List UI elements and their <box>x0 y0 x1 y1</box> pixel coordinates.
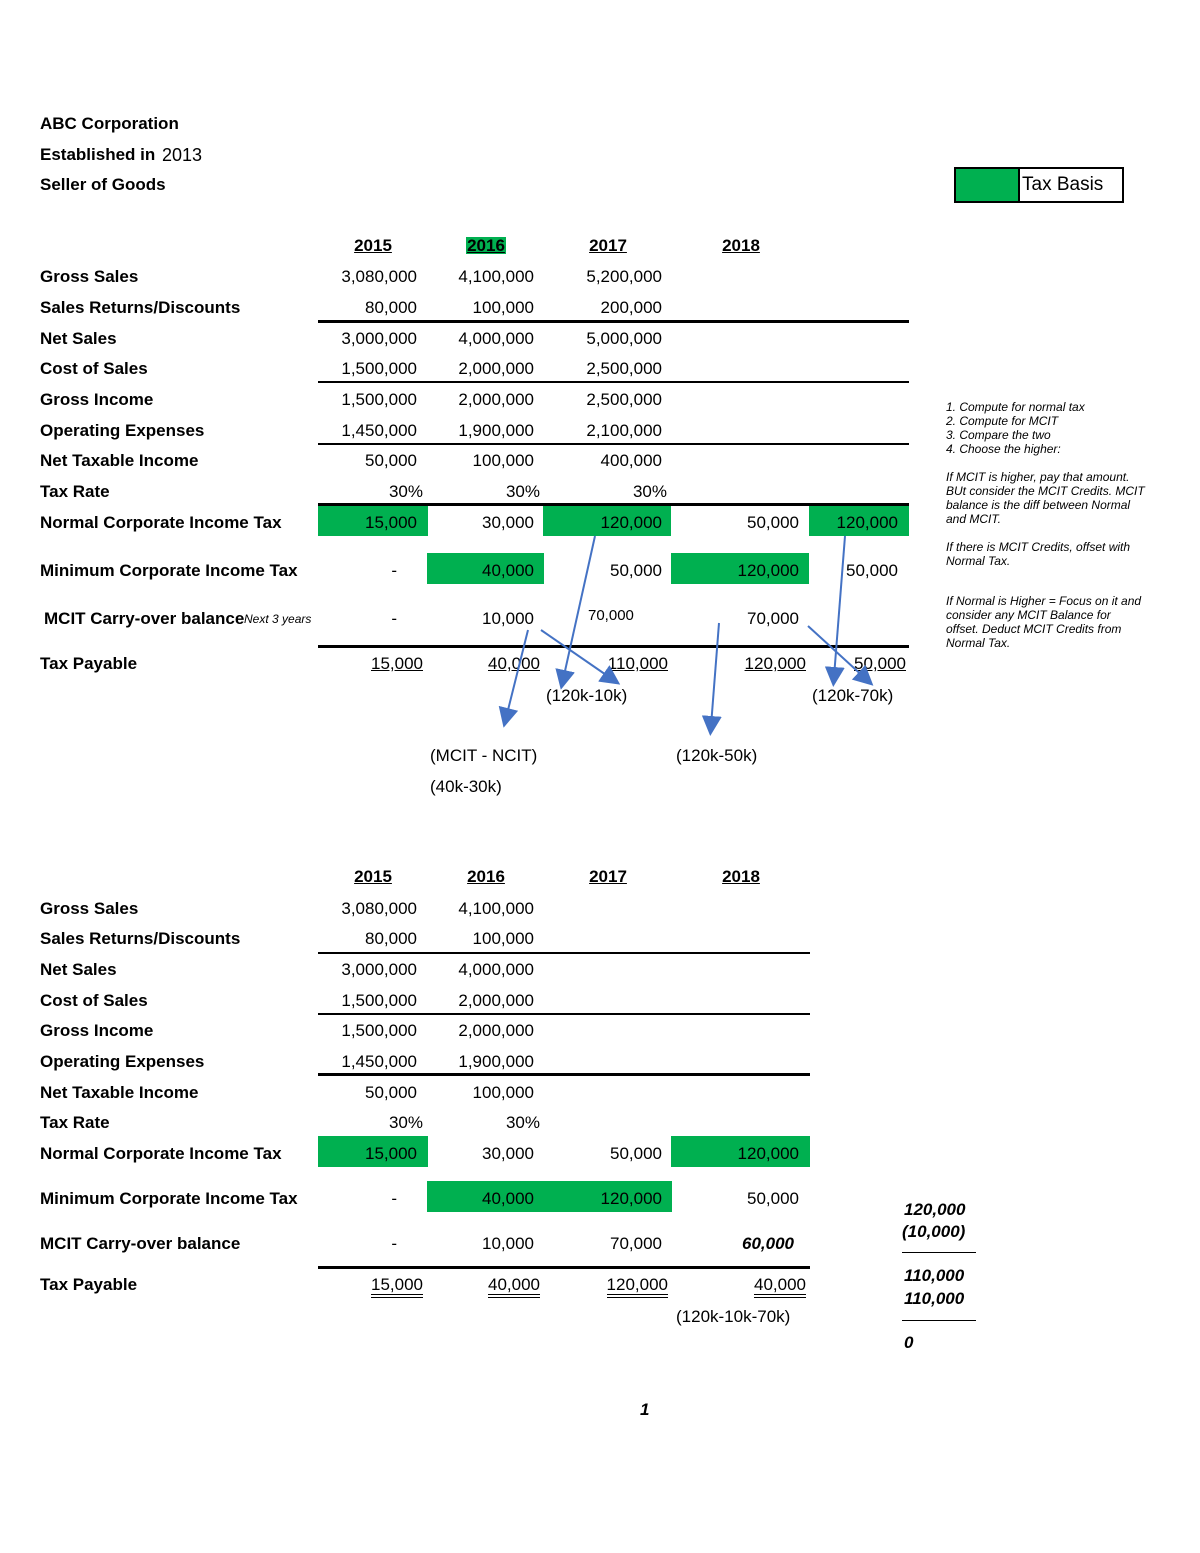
cell: 2,000,000 <box>458 1021 534 1040</box>
established-label: Established in <box>40 145 156 164</box>
row-label: Normal Corporate Income Tax <box>40 513 282 532</box>
cell: 15,000 <box>365 513 417 532</box>
cell: 2,000,000 <box>458 359 534 378</box>
cell: 5,200,000 <box>586 267 662 286</box>
rule <box>902 1252 976 1253</box>
year-header: 2015 <box>354 236 392 255</box>
cell: 40,000 <box>488 1275 540 1298</box>
cell: 1,900,000 <box>458 1052 534 1071</box>
page-number: 1 <box>640 1400 650 1419</box>
cell: 50,000 <box>365 1083 417 1102</box>
company-name: ABC Corporation <box>40 114 179 133</box>
cell: 40,000 <box>754 1275 806 1298</box>
cell: 50,000 <box>610 1144 662 1163</box>
cell: 2,100,000 <box>586 421 662 440</box>
year-header: 2016 <box>467 236 505 255</box>
cell: 30% <box>388 1113 423 1132</box>
cell: 50,000 <box>747 513 799 532</box>
cell: 30,000 <box>482 513 534 532</box>
cell: 2,000,000 <box>458 390 534 409</box>
row-label: Gross Sales <box>40 267 139 286</box>
year-header: 2016 <box>467 867 505 886</box>
cell: 15,000 <box>371 654 423 673</box>
cell: 40,000 <box>482 1189 534 1208</box>
row-label: Cost of Sales <box>40 991 148 1010</box>
established-year: 2013 <box>162 145 203 165</box>
cell: 4,000,000 <box>458 960 534 979</box>
rule <box>318 952 810 954</box>
row-label: Tax Rate <box>40 482 110 501</box>
cell: 30% <box>632 482 667 501</box>
cell: 1,500,000 <box>341 991 417 1010</box>
instructions <box>946 400 1146 650</box>
cell: 70,000 <box>588 607 634 624</box>
row-note: Next 3 years <box>244 612 312 626</box>
cell: 120,000 <box>737 1144 799 1163</box>
row-label: Tax Payable <box>40 1275 138 1294</box>
cell: - <box>391 609 397 628</box>
row-label: Cost of Sales <box>40 359 148 378</box>
cell: 3,000,000 <box>341 329 417 348</box>
instruction-step: 4. Choose the higher: <box>946 442 1061 456</box>
cell: 50,000 <box>854 654 906 673</box>
instruction-step: 3. Compare the two <box>946 428 1051 442</box>
cell: 15,000 <box>365 1144 417 1163</box>
side-calc-value: 0 <box>904 1333 914 1352</box>
cell: 15,000 <box>371 1275 423 1298</box>
cell: 2,000,000 <box>458 991 534 1010</box>
annotation: (120k-50k) <box>676 746 758 765</box>
cell: 40,000 <box>488 654 540 673</box>
annotation: (40k-30k) <box>430 777 502 796</box>
row-label: Operating Expenses <box>40 421 205 440</box>
cell: 40,000 <box>482 561 534 580</box>
cell: 30% <box>388 482 423 501</box>
cell: 60,000 <box>742 1234 794 1253</box>
cell: 3,080,000 <box>341 899 417 918</box>
arrow <box>711 623 719 726</box>
annotation: (120k-10k) <box>546 686 628 705</box>
cell: 70,000 <box>610 1234 662 1253</box>
annotation: (120k-70k) <box>812 686 894 705</box>
cell: 10,000 <box>482 1234 534 1253</box>
cell: 100,000 <box>472 1083 534 1102</box>
cell: - <box>391 1189 397 1208</box>
cell: 30% <box>505 482 540 501</box>
row-label: Minimum Corporate Income Tax <box>40 561 298 580</box>
cell: 3,000,000 <box>341 960 417 979</box>
row-label: Minimum Corporate Income Tax <box>40 1189 298 1208</box>
cell: 10,000 <box>482 609 534 628</box>
row-label: Net Taxable Income <box>40 451 199 470</box>
business-type: Seller of Goods <box>40 175 166 194</box>
cell: - <box>391 561 397 580</box>
rule <box>318 1266 810 1269</box>
year-header: 2017 <box>589 236 627 255</box>
row-label: Operating Expenses <box>40 1052 205 1071</box>
cell: 400,000 <box>600 451 662 470</box>
cell: 30% <box>505 1113 540 1132</box>
side-calc-value: 110,000 <box>904 1289 965 1308</box>
row-label: Gross Income <box>40 1021 154 1040</box>
cell: 1,500,000 <box>341 1021 417 1040</box>
cell: 5,000,000 <box>586 329 662 348</box>
rule <box>318 1073 810 1076</box>
side-calc-value: 120,000 <box>904 1200 966 1219</box>
row-label: Gross Sales <box>40 899 139 918</box>
cell: 3,080,000 <box>341 267 417 286</box>
cell: 50,000 <box>365 451 417 470</box>
arrow <box>506 630 528 718</box>
cell: 80,000 <box>365 298 417 317</box>
rule <box>902 1320 976 1321</box>
cell: 80,000 <box>365 929 417 948</box>
instruction-step: 2. Compute for MCIT <box>946 414 1059 428</box>
cell: 50,000 <box>747 1189 799 1208</box>
row-label: MCIT Carry-over balance <box>40 1234 241 1253</box>
cell: 70,000 <box>747 609 799 628</box>
cell: 4,100,000 <box>458 899 534 918</box>
instruction-paragraph: If Normal is Higher = Focus on it and consider any MCIT Balance for offset. Deduct MCIT Credits from Normal Tax. <box>946 594 1142 650</box>
rule <box>318 1013 810 1015</box>
legend-label: Tax Basis <box>1022 174 1104 195</box>
annotation: (MCIT - NCIT) <box>430 746 538 765</box>
cell: 120,000 <box>607 1275 668 1298</box>
cell: 2,500,000 <box>586 390 662 409</box>
row-label: Tax Payable <box>40 654 138 673</box>
cell: 1,500,000 <box>341 390 417 409</box>
row-label: Gross Income <box>40 390 154 409</box>
row-label: Net Sales <box>40 960 117 979</box>
cell: 1,450,000 <box>341 421 417 440</box>
row-label: Normal Corporate Income Tax <box>40 1144 282 1163</box>
cell: 100,000 <box>472 929 534 948</box>
instruction-paragraph: If there is MCIT Credits, offset with Normal Tax. <box>946 540 1131 568</box>
cell: 50,000 <box>846 561 898 580</box>
cell: 30,000 <box>482 1144 534 1163</box>
cell: 120,000 <box>600 513 662 532</box>
row-label: Tax Rate <box>40 1113 110 1132</box>
annotation: (120k-10k-70k) <box>676 1307 791 1326</box>
arrow <box>541 630 612 679</box>
cell: 100,000 <box>472 451 534 470</box>
cell: 1,500,000 <box>341 359 417 378</box>
cell: 200,000 <box>600 298 662 317</box>
cell: 110,000 <box>607 654 668 673</box>
year-header: 2017 <box>589 867 627 886</box>
year-header: 2018 <box>722 867 760 886</box>
arrow <box>563 536 595 680</box>
year-header: 2015 <box>354 867 392 886</box>
year-header: 2018 <box>722 236 760 255</box>
cell: 120,000 <box>737 561 799 580</box>
row-label: Sales Returns/Discounts <box>40 298 241 317</box>
cell: 1,900,000 <box>458 421 534 440</box>
cell: 1,450,000 <box>341 1052 417 1071</box>
cell: 100,000 <box>472 298 534 317</box>
cell: - <box>391 1234 397 1253</box>
cell: 4,000,000 <box>458 329 534 348</box>
row-label: Net Sales <box>40 329 117 348</box>
cell: 120,000 <box>744 654 806 673</box>
side-calc-value: (10,000) <box>902 1222 966 1241</box>
row-label: Sales Returns/Discounts <box>40 929 241 948</box>
instruction-step: 1. Compute for normal tax <box>946 400 1085 414</box>
side-calc-value: 110,000 <box>904 1266 965 1285</box>
cell: 120,000 <box>836 513 898 532</box>
row-label: MCIT Carry-over balance <box>44 609 245 628</box>
instruction-paragraph: If MCIT is higher, pay that amount. BUt consider the MCIT Credits. MCIT balance is the diff between Normal and MCIT. <box>946 470 1145 526</box>
cell: 2,500,000 <box>586 359 662 378</box>
cell: 4,100,000 <box>458 267 534 286</box>
cell: 50,000 <box>610 561 662 580</box>
cell: 120,000 <box>600 1189 662 1208</box>
row-label: Net Taxable Income <box>40 1083 199 1102</box>
